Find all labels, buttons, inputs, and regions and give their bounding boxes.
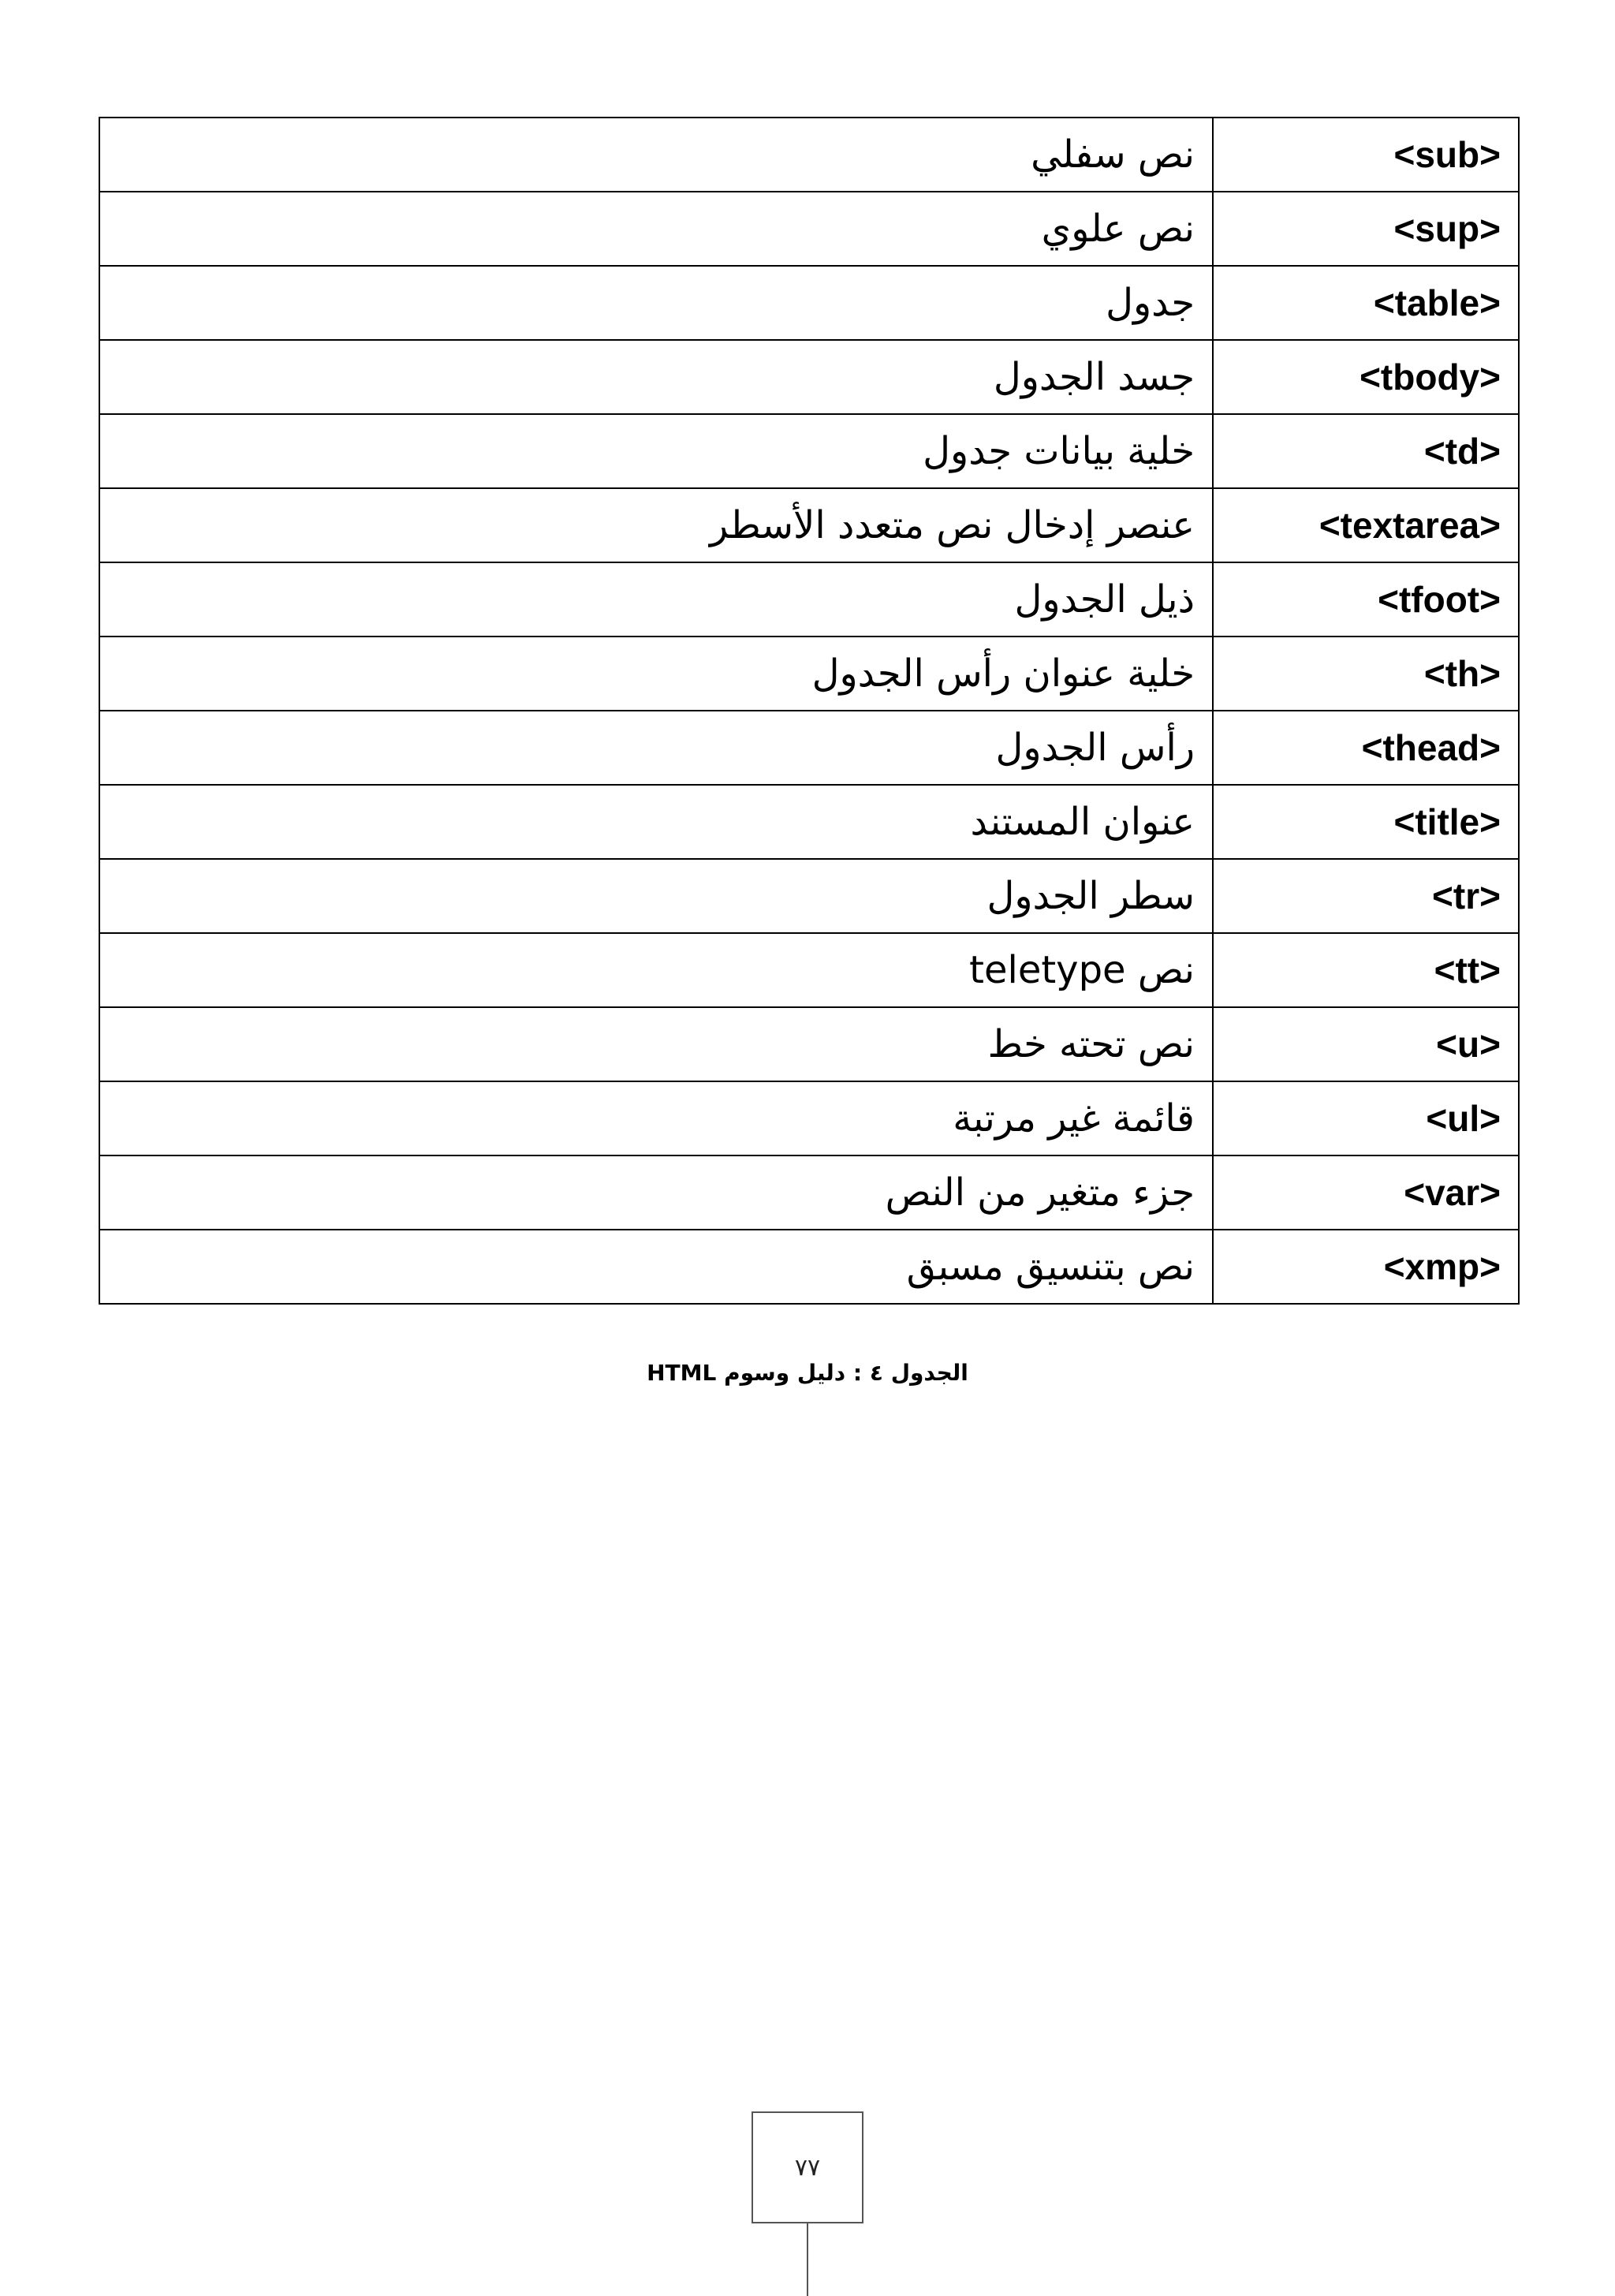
table-row [99,711,1519,785]
table-row [99,933,1519,1007]
table-row [99,414,1519,488]
tag-cell: <sub> [1213,118,1519,192]
description-cell: نص سفلي [99,118,1213,192]
description-cell: ذيل الجدول [99,562,1213,637]
description-cell: نص علوي [99,192,1213,266]
table-row [99,1155,1519,1230]
table-row [99,1081,1519,1155]
description-cell: عنصر إدخال نص متعدد الأسطر [99,488,1213,562]
tag-cell: <var> [1213,1155,1519,1230]
tag-cell: <title> [1213,785,1519,859]
description-cell: نص بتنسيق مسبق [99,1230,1213,1304]
table-row [99,192,1519,266]
tag-cell: <tbody> [1213,340,1519,414]
table-row [99,785,1519,859]
description-cell: قائمة غير مرتبة [99,1081,1213,1155]
tag-cell: <table> [1213,266,1519,340]
tag-cell: <xmp> [1213,1230,1519,1304]
table-caption: الجدول ٤ : دليل وسوم HTML [647,1360,968,1386]
tag-cell: <td> [1213,414,1519,488]
table-row [99,118,1519,192]
description-cell: نص تحته خط [99,1007,1213,1081]
table-row [99,859,1519,933]
tag-cell: <textarea> [1213,488,1519,562]
description-cell: جدول [99,266,1213,340]
page-number-line [807,2223,808,2296]
description-cell: خلية عنوان رأس الجدول [99,637,1213,711]
table-row [99,637,1519,711]
page-number-box [752,2111,863,2223]
tag-cell: <ul> [1213,1081,1519,1155]
tag-cell: <th> [1213,637,1519,711]
table-row [99,340,1519,414]
table-row [99,1230,1519,1304]
description-cell: عنوان المستند [99,785,1213,859]
page-number: ٧٧ [794,2153,821,2182]
table-row [99,1007,1519,1081]
tag-cell: <thead> [1213,711,1519,785]
description-cell: سطر الجدول [99,859,1213,933]
description-cell: نص teletype [99,933,1213,1007]
description-cell: جزء متغير من النص [99,1155,1213,1230]
table-row [99,562,1519,637]
table-body [99,118,1519,1304]
description-cell: رأس الجدول [99,711,1213,785]
tag-cell: <tfoot> [1213,562,1519,637]
html-tags-table [99,117,1520,1305]
tag-cell: <tt> [1213,933,1519,1007]
tag-cell: <tr> [1213,859,1519,933]
tag-cell: <sup> [1213,192,1519,266]
tag-cell: <u> [1213,1007,1519,1081]
description-cell: خلية بيانات جدول [99,414,1213,488]
table-row [99,488,1519,562]
table-row [99,266,1519,340]
description-cell: جسد الجدول [99,340,1213,414]
